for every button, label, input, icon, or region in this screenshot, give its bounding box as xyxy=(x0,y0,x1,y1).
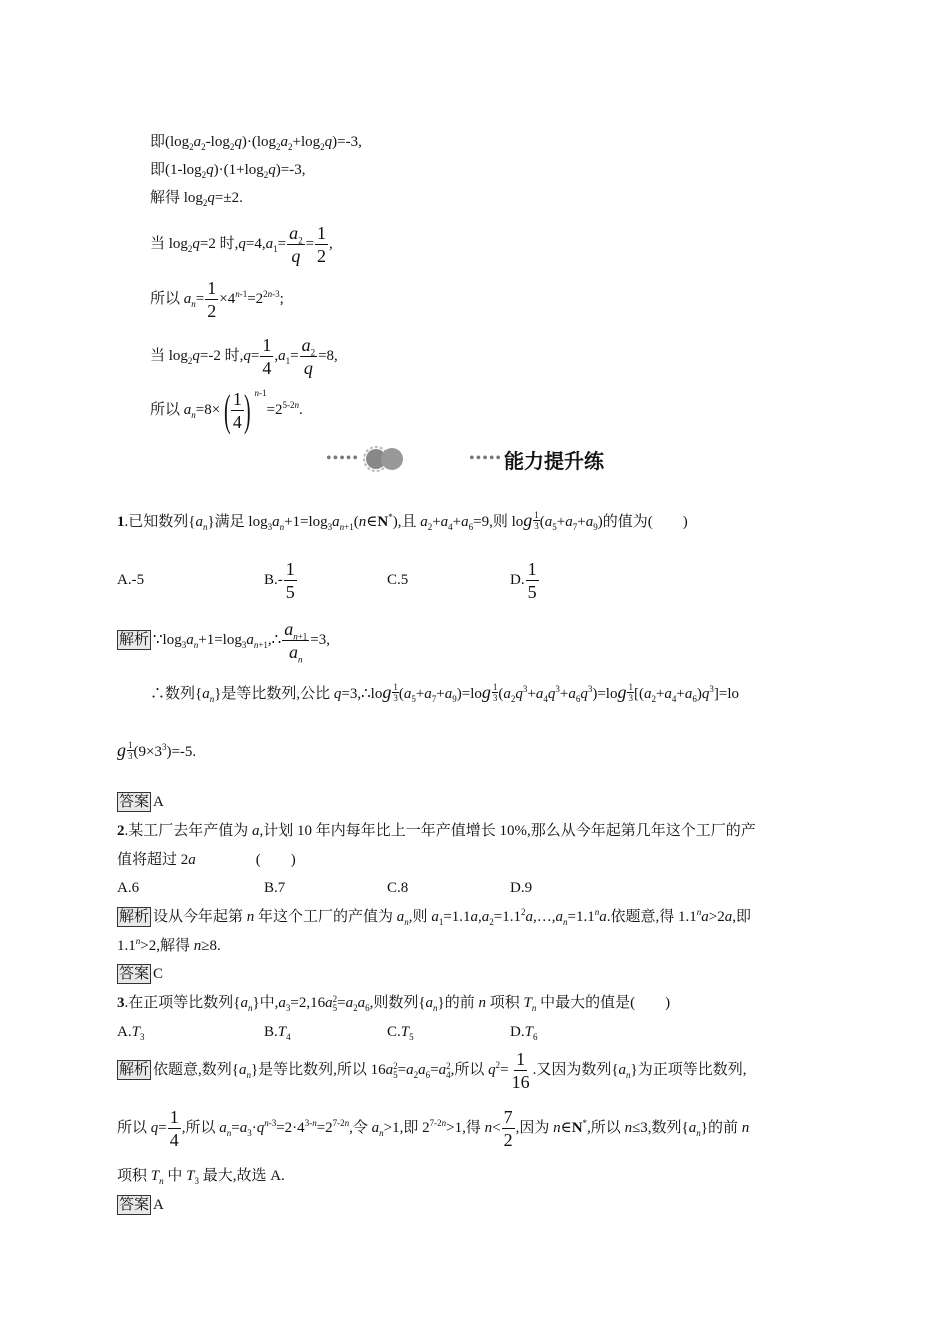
q2-analysis-2: $1.1^n>2$,解得 n≥8. xyxy=(117,936,221,954)
answer-tag: 答案 xyxy=(119,966,150,982)
intro-line-7: 所以 $a_n=8\times$( $\frac{1}{4}$ ) $^{n-1}=2^{5-2n}$. xyxy=(150,385,303,435)
intro-line-5: 所以 $a_n=$ $\frac{1}{2}$ $\times 4^{n-1}=2^{2n-3}$; xyxy=(150,278,284,322)
q2-option-b: B.7 xyxy=(264,880,286,896)
q1-option-b: B.- $\frac{1}{5}$ xyxy=(264,559,295,603)
q3-analysis-1: 解析 依题意,数列$\{a_n\}$是等比数列,所以 16a 2 5 $=a_2a_6=a$ 2 4 ,所以 $q^2=$ $\frac{1}{16}$ .又因为数列$\{a_n\}$为正项等比数列, xyxy=(119,1049,747,1093)
answer-tag: 答案 xyxy=(119,794,150,810)
q3-option-a: $A.T_3$ xyxy=(117,1024,145,1042)
q1-analysis-2: ∴数列$\{a_n\}$是等比数列,公比 q=3,∴log $\frac{1}{3}$ $(a_5+a_7+a_9)=\log$ $\frac{1}{3}$ $(a_2q^3+a_4q^3+a_6q^3)=\log$ $\frac{1}{3}$ $[(a_2+a_4+a_6)q^3]=lo$ xyxy=(150,682,740,704)
q1-analysis-1: 解析 $\because\log_3a_n+1=\log_3a_{n+1},\therefore$ $\frac{a_{n+1}}{a_n}$ =3, xyxy=(119,619,330,665)
q2-option-a: A.6 xyxy=(117,880,140,896)
heading-rings-icon xyxy=(359,444,411,474)
q2-answer: 答案 C xyxy=(119,966,164,982)
q1-option-c: C.5 xyxy=(387,572,409,588)
q1-option-a: A.-5 xyxy=(117,572,145,588)
q2-stem-1: 2.某工厂去年产值为 a,计划 10 年内每年比上一年产值增长 10%,那么从今年起第几年这个工厂的产 xyxy=(117,823,756,839)
q2-stem-2: 值将超过 2a ( ) xyxy=(117,852,296,868)
q3-analysis-3: 项积 $T_n$ 中 $T_3$ 最大,故选 A. xyxy=(117,1168,285,1186)
q3-option-d: $D.T_6$ xyxy=(510,1024,538,1042)
analysis-tag: 解析 xyxy=(119,1062,150,1078)
q3-stem: 3.在正项等比数列$\{a_n\}$中$,a_3=2,16a$ 2 5 $=a_2a_6$,则数列$\{a_n\}$的前 n 项积 $T_n$ 中最大的值是( ) xyxy=(117,993,671,1013)
analysis-tag: 解析 xyxy=(119,632,150,648)
section-title: 能力提升练 xyxy=(504,448,605,473)
q1-analysis-3: g $\frac{1}{3}$ $(9\times 3^3)=-5$. xyxy=(117,740,197,761)
q1-option-d: D. $\frac{1}{5}$ xyxy=(510,559,537,603)
intro-line-3: 解得 $\log_2q=\pm 2$. xyxy=(150,190,243,208)
q3-option-b: $B.T_4$ xyxy=(264,1024,291,1042)
intro-line-2: 即$(1-\log_2q)\cdot(1+\log_2q)=-3$, xyxy=(150,162,306,180)
q2-option-d: D.9 xyxy=(510,880,533,896)
q1-answer: 答案 A xyxy=(119,794,164,810)
section-heading: ••••• ••••• 能力提升练 xyxy=(326,443,604,475)
q3-option-c: $C.T_5$ xyxy=(387,1024,414,1042)
q2-analysis-1: 解析 设从今年起第 n 年这个工厂的产值为 $a_n$,则 $a_1=1.1a,a_2=1.1^2a,\dots,a_n=1.1^na$.依题意,得 $1.1^na>2a$,即 xyxy=(119,907,751,927)
intro-line-6: 当 $\log_2q=-2$ 时,q= $\frac{1}{4}$ $,a_1=$ $\frac{a_2}{q}$ =8, xyxy=(150,335,338,379)
q3-analysis-2: 所以 q= $\frac{1}{4}$ ,所以 $a_n=a_3\cdot q^{n-3}=2\cdot 4^{3-n}=2^{7-2n}$,令 $a_n>1$,即 $2^{7-2n}>1$,得 n< $\frac{7}{2}$ ,因为 n∈N*,所以 n≤3,数列$\{a_n\}$的前 n xyxy=(117,1107,750,1151)
answer-tag: 答案 xyxy=(119,1197,150,1213)
q2-option-c: C.8 xyxy=(387,880,409,896)
intro-line-4: 当 $\log_2q=2$ 时$,q=4,a_1=$ $\frac{a_2}{q}$ = $\frac{1}{2}$ , xyxy=(150,223,333,267)
analysis-tag: 解析 xyxy=(119,909,150,925)
intro-line-1: 即$(\log_2a_2-\log_2q)\cdot(\log_2a_2+\log_2q)=-3$, xyxy=(150,134,362,152)
q1-stem: 1.已知数列$\{a_n\}$满足 $\log_3a_n+1=\log_3a_{n+1}(n\in N^*)$,且 $a_2+a_4+a_6=9$,则 log $\frac{1}{3}$ $(a_5+a_7+a_9)$的值为( ) xyxy=(117,510,688,532)
q3-answer: 答案 A xyxy=(119,1197,164,1213)
